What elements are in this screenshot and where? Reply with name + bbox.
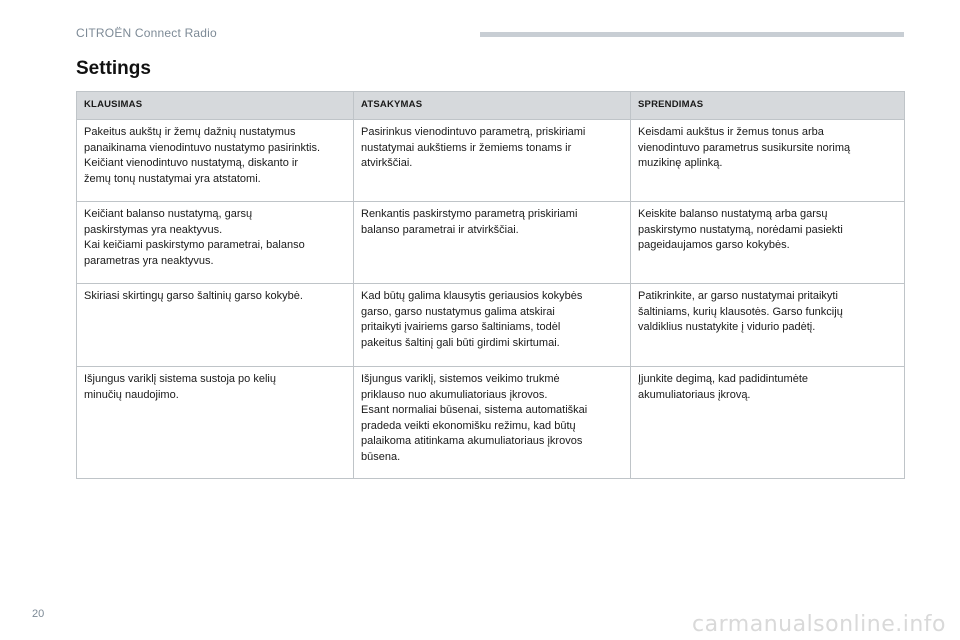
cell-line: Skiriasi skirtingų garso šaltinių garso kokybė. (84, 290, 303, 302)
cell-line: atvirkščiai. (361, 157, 413, 169)
cell-line: palaikoma atitinkama akumuliatoriaus įkrovos (361, 435, 583, 447)
solution-cell (631, 202, 905, 284)
cell-line: vienodintuvo parametrus susikursite norimą (638, 141, 851, 154)
cell-line: parametras yra neaktyvus. (84, 254, 214, 267)
column-header-solution: SPRENDIMAS (631, 92, 905, 120)
cell-line: priklauso nuo akumuliatoriaus įkrovos. (361, 388, 548, 401)
solution-cell (631, 120, 905, 202)
cell-line: panaikinama vienodintuvo nustatymo pasirinktis. (84, 141, 321, 154)
answer-cell (354, 284, 631, 367)
cell-line: paskirstymo nustatymą, norėdami pasiekti (638, 223, 843, 236)
cell-line: paskirstymas yra neaktyvus. (84, 223, 223, 236)
cell-line: muzikinę aplinką. (638, 157, 723, 169)
cell-line: Renkantis paskirstymo parametrą priskiriami (361, 208, 578, 220)
answer-cell (354, 367, 631, 479)
cell-line: akumuliatoriaus įkrovą. (638, 388, 751, 401)
column-header-question: KLAUSIMAS (77, 92, 354, 120)
cell-line: pageidaujamos garso kokybės. (638, 239, 790, 251)
table-row (77, 284, 905, 367)
faq-table (76, 91, 905, 479)
cell-line: šaltiniams, kurių klausotės. Garso funkcijų (638, 305, 843, 318)
cell-line: Išjungus variklį, sistemos veikimo trukmė (361, 373, 560, 385)
cell-line: pakeitus šaltinį gali būti girdimi skirtumai. (361, 336, 560, 349)
answer-cell (354, 120, 631, 202)
cell-line: Keiskite balanso nustatymą arba garsų (638, 208, 828, 220)
cell-line: nustatymai aukštiems ir žemiems tonams ir (361, 141, 572, 154)
column-header-answer: ATSAKYMAS (354, 92, 631, 120)
cell-line: Pakeitus aukštų ir žemų dažnių nustatymus (84, 126, 296, 138)
question-cell (77, 202, 354, 284)
cell-line: būsena. (361, 450, 401, 463)
cell-line: pritaikyti įvairiems garso šaltiniams, todėl (361, 321, 561, 333)
solution-cell (631, 367, 905, 479)
cell-line: garso, garso nustatymus galima atskirai (361, 305, 555, 318)
answer-cell (354, 202, 631, 284)
cell-line: Įjunkite degimą, kad padidintumėte (638, 373, 808, 385)
question-cell (77, 367, 354, 479)
cell-line: minučių naudojimo. (84, 388, 179, 401)
solution-cell (631, 284, 905, 367)
cell-line: Keičiant vienodintuvo nustatymą, diskanto ir (84, 157, 299, 169)
cell-line: Keisdami aukštus ir žemus tonus arba (638, 126, 824, 138)
header-divider-bar (480, 32, 904, 37)
document-header-title: CITROËN Connect Radio (76, 26, 217, 40)
table-row (77, 202, 905, 284)
question-cell (77, 284, 354, 367)
section-title: Settings (76, 58, 151, 79)
question-cell (77, 120, 354, 202)
cell-line: Patikrinkite, ar garso nustatymai pritaikyti (638, 290, 838, 302)
watermark: carmanualsonline.info (692, 612, 946, 637)
cell-line: balanso parametrai ir atvirkščiai. (361, 223, 519, 236)
cell-line: Keičiant balanso nustatymą, garsų (84, 208, 253, 220)
cell-line: pradeda veikti ekonomišku režimu, kad būtų (361, 419, 576, 432)
cell-line: Kad būtų galima klausytis geriausios kokybės (361, 290, 583, 302)
table-header-row (77, 92, 905, 120)
page-number: 20 (32, 608, 45, 620)
cell-line: valdiklius nustatykite į vidurio padėtį. (638, 321, 816, 333)
cell-line: Pasirinkus vienodintuvo parametrą, priskiriami (361, 126, 586, 138)
cell-line: Esant normaliai būsenai, sistema automatiškai (361, 404, 588, 416)
cell-line: Kai keičiami paskirstymo parametrai, balanso (84, 239, 305, 251)
table-row (77, 120, 905, 202)
cell-line: žemų tonų nustatymai yra atstatomi. (84, 172, 261, 185)
table-row (77, 367, 905, 479)
cell-line: Išjungus variklį sistema sustoja po kelių (84, 373, 276, 385)
